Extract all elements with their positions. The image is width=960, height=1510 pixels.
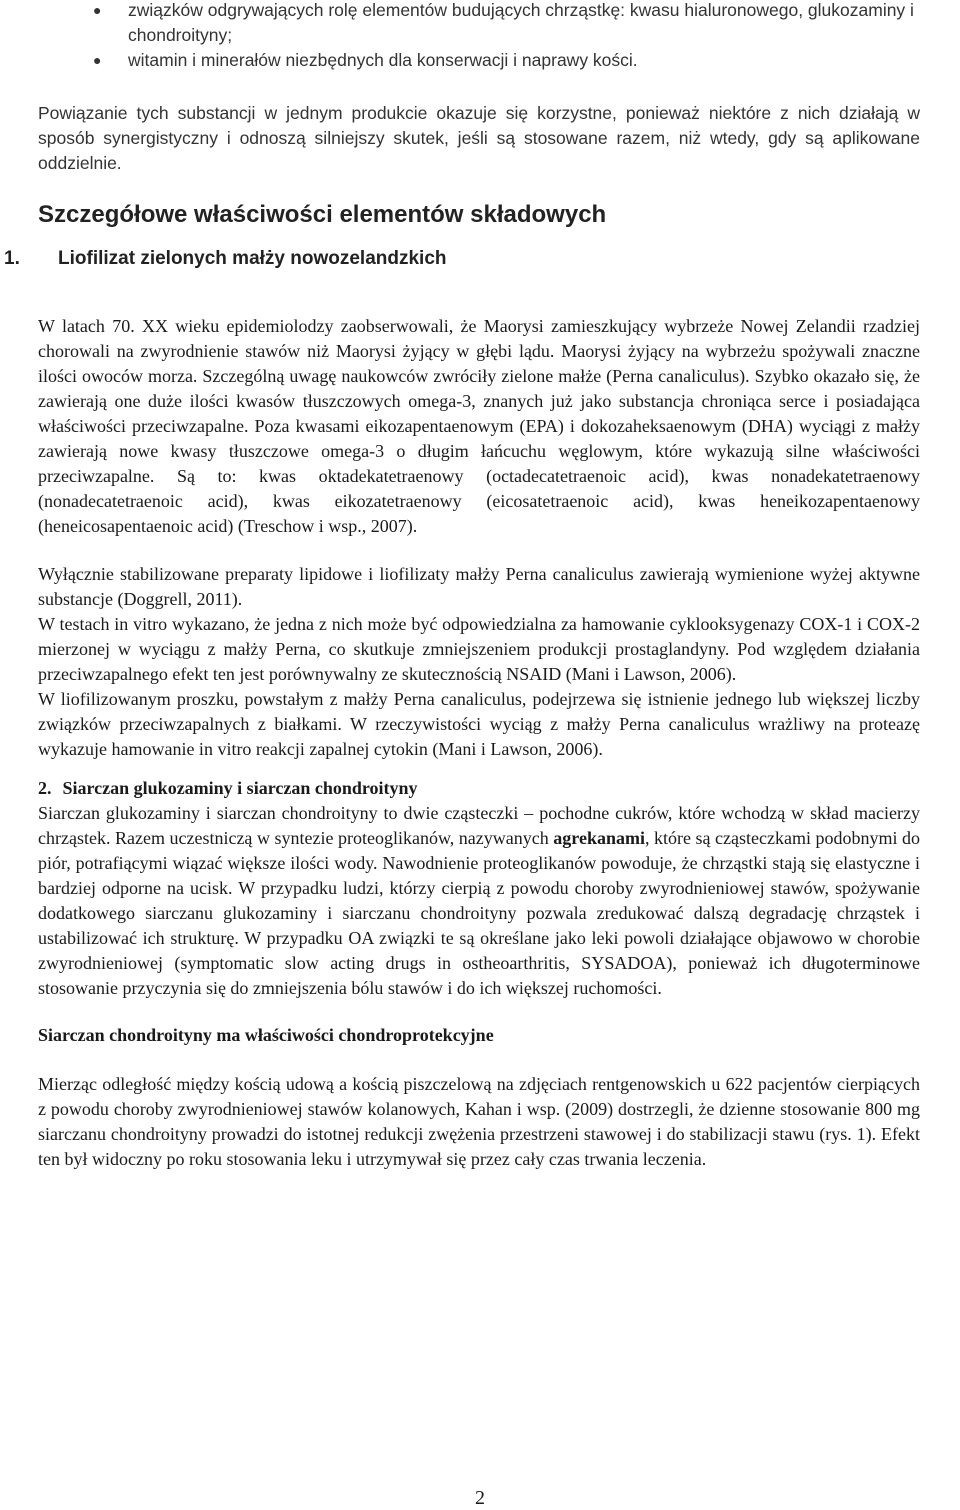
- paragraph-glucosamine: Siarczan glukozaminy i siarczan chondroityny to dwie cząsteczki – pochodne cukrów, które wchodzą w skład macierzy chrząstek. Razem uczestniczą w syntezie proteoglikanów, nazywanych agrekanami, które są cząsteczkami podobnymi do piór, potrafiącymi wiązać większe ilości wody. Nawodnienie proteoglikanów powoduje, że chrząstki stają się elastyczne i bardziej odporne na ucisk. W przypadku ludzi, którzy cierpią z powodu choroby zwyrodnieniowej stawów, spożywanie dodatkowego siarczanu glukozaminy i siarczanu chondroityny pozwala zredukować dalszą degradację chrząstek i ustabilizować ich strukturę. W przypadku OA związki te są określane jako leki powoli działające objawowo w chorobie zwyrodnieniowej (symptomatic slow acting drugs in ostheoarthritis, SYSADOA), ponieważ ich długoterminowe stosowanie przyczynia się do zmniejszenia bólu stawów i do ich większej ruchomości.: [38, 803, 921, 998]
- paragraph-lipids: Wyłącznie stabilizowane preparaty lipidowe i liofilizaty małży Perna canaliculus zawierają wymienione wyżej aktywne substancje (Doggrell, 2011).: [38, 564, 920, 609]
- bullet-icon: ●: [93, 52, 102, 68]
- bold-term: agrekanami: [553, 828, 645, 848]
- paragraph-heading: Siarczan chondroityny ma właściwości chondroprotekcyjne: [38, 1025, 494, 1045]
- subsection-heading-2: [38, 776, 920, 801]
- subsection-number: 2.: [38, 778, 52, 798]
- list-item: ● związków odgrywających rolę elementów budujących chrząstkę: kwasu hialuronowego, glukozaminy i chondroityny;: [93, 0, 914, 45]
- list-item: ● witamin i minerałów niezbędnych dla konserwacji i naprawy kości.: [38, 48, 920, 73]
- bullet-list: [38, 0, 920, 73]
- subsection-number: 1.: [4, 248, 20, 269]
- paragraph-powder: W liofilizowanym proszku, powstałym z małży Perna canaliculus, podejrzewa się istnienie jednego lub większej liczby związków przeciwzapalnych z białkami. W rzeczywistości wyciąg z małży Perna canaliculus wrażliwy na proteazę wykazuje hamowanie in vitro reakcji zapalnej cytokin (Mani i Lawson, 2006).: [38, 689, 920, 759]
- subsection-title: Liofilizat zielonych małży nowozelandzkich: [58, 248, 447, 269]
- intro-paragraph: Powiązanie tych substancji w jednym produkcie okazuje się korzystne, ponieważ niektóre z nich działają w sposób synergistyczny i odnoszą silniejszy skutek, jeśli są stosowane razem, niż wtedy, gdy są aplikowane oddzielnie.: [38, 103, 920, 173]
- bullet-icon: ●: [93, 2, 102, 18]
- section-heading: Szczegółowe właściwości elementów składowych: [38, 201, 607, 228]
- subsection-title: Siarczan glukozaminy i siarczan chondroityny: [62, 778, 418, 798]
- subsection-heading: [4, 246, 920, 272]
- page-number: 2: [475, 1487, 485, 1509]
- paragraph-in-vitro: W testach in vitro wykazano, że jedna z nich może być odpowiedzialna za hamowanie cyklooksygenazy COX-1 i COX-2 mierzonej w wyciągu z małży Perna, co skutkuje zmniejszeniem produkcji prostaglandyny. Pod względem działania przeciwzapalnego efekt ten jest porównywalny ze skutecznością NSAID (Mani i Lawson, 2006).: [38, 614, 920, 684]
- paragraph-mussels: W latach 70. XX wieku epidemiolodzy zaobserwowali, że Maorysi zamieszkujący wybrzeże Nowej Zelandii rzadziej chorowali na zwyrodnienie stawów niż Maorysi żyjący w głębi lądu. Maorysi żyjący na wybrzeżu spożywali znaczne ilości owoców morza. Szczególną uwagę naukowców zwróciły zielone małże (Perna canaliculus). Szybko okazało się, że zawierają one duże ilości kwasów tłuszczowych omega-3, znanych już jako substancja chroniąca serce i posiadająca właściwości przeciwzapalne. Poza kwasami eikozapentaenowym (EPA) i dokozaheksaenowym (DHA) wyciągi z małży zawierają nowe kwasy tłuszczowe omega-3 o długim łańcuchu węglowym, które wykazują silne właściwości przeciwzapalne. Są to: kwas oktadekatetraenowy (octadecatetraenoic acid), kwas nonadekatetraenowy (nonadecatetraenoic acid), kwas eikozatetraenowy (eicosatetraenoic acid), kwas heneikozapentaenowy (heneicosapentaenoic acid) (Treschow i wsp., 2007).: [38, 316, 920, 536]
- paragraph-xray-study: Mierząc odległość między kością udową a kością piszczelową na zdjęciach rentgenowskich u 622 pacjentów cierpiących z powodu choroby zwyrodnieniowej stawów kolanowych, Kahan i wsp. (2009) dostrzegli, że dzienne stosowanie 800 mg siarczanu chondroityny prowadzi do istotnej redukcji zwężenia przestrzeni stawowej i do stabilizacji stawu (rys. 1). Efekt ten był widoczny po roku stosowania leku i utrzymywał się przez cały czas trwania leczenia.: [38, 1074, 920, 1169]
